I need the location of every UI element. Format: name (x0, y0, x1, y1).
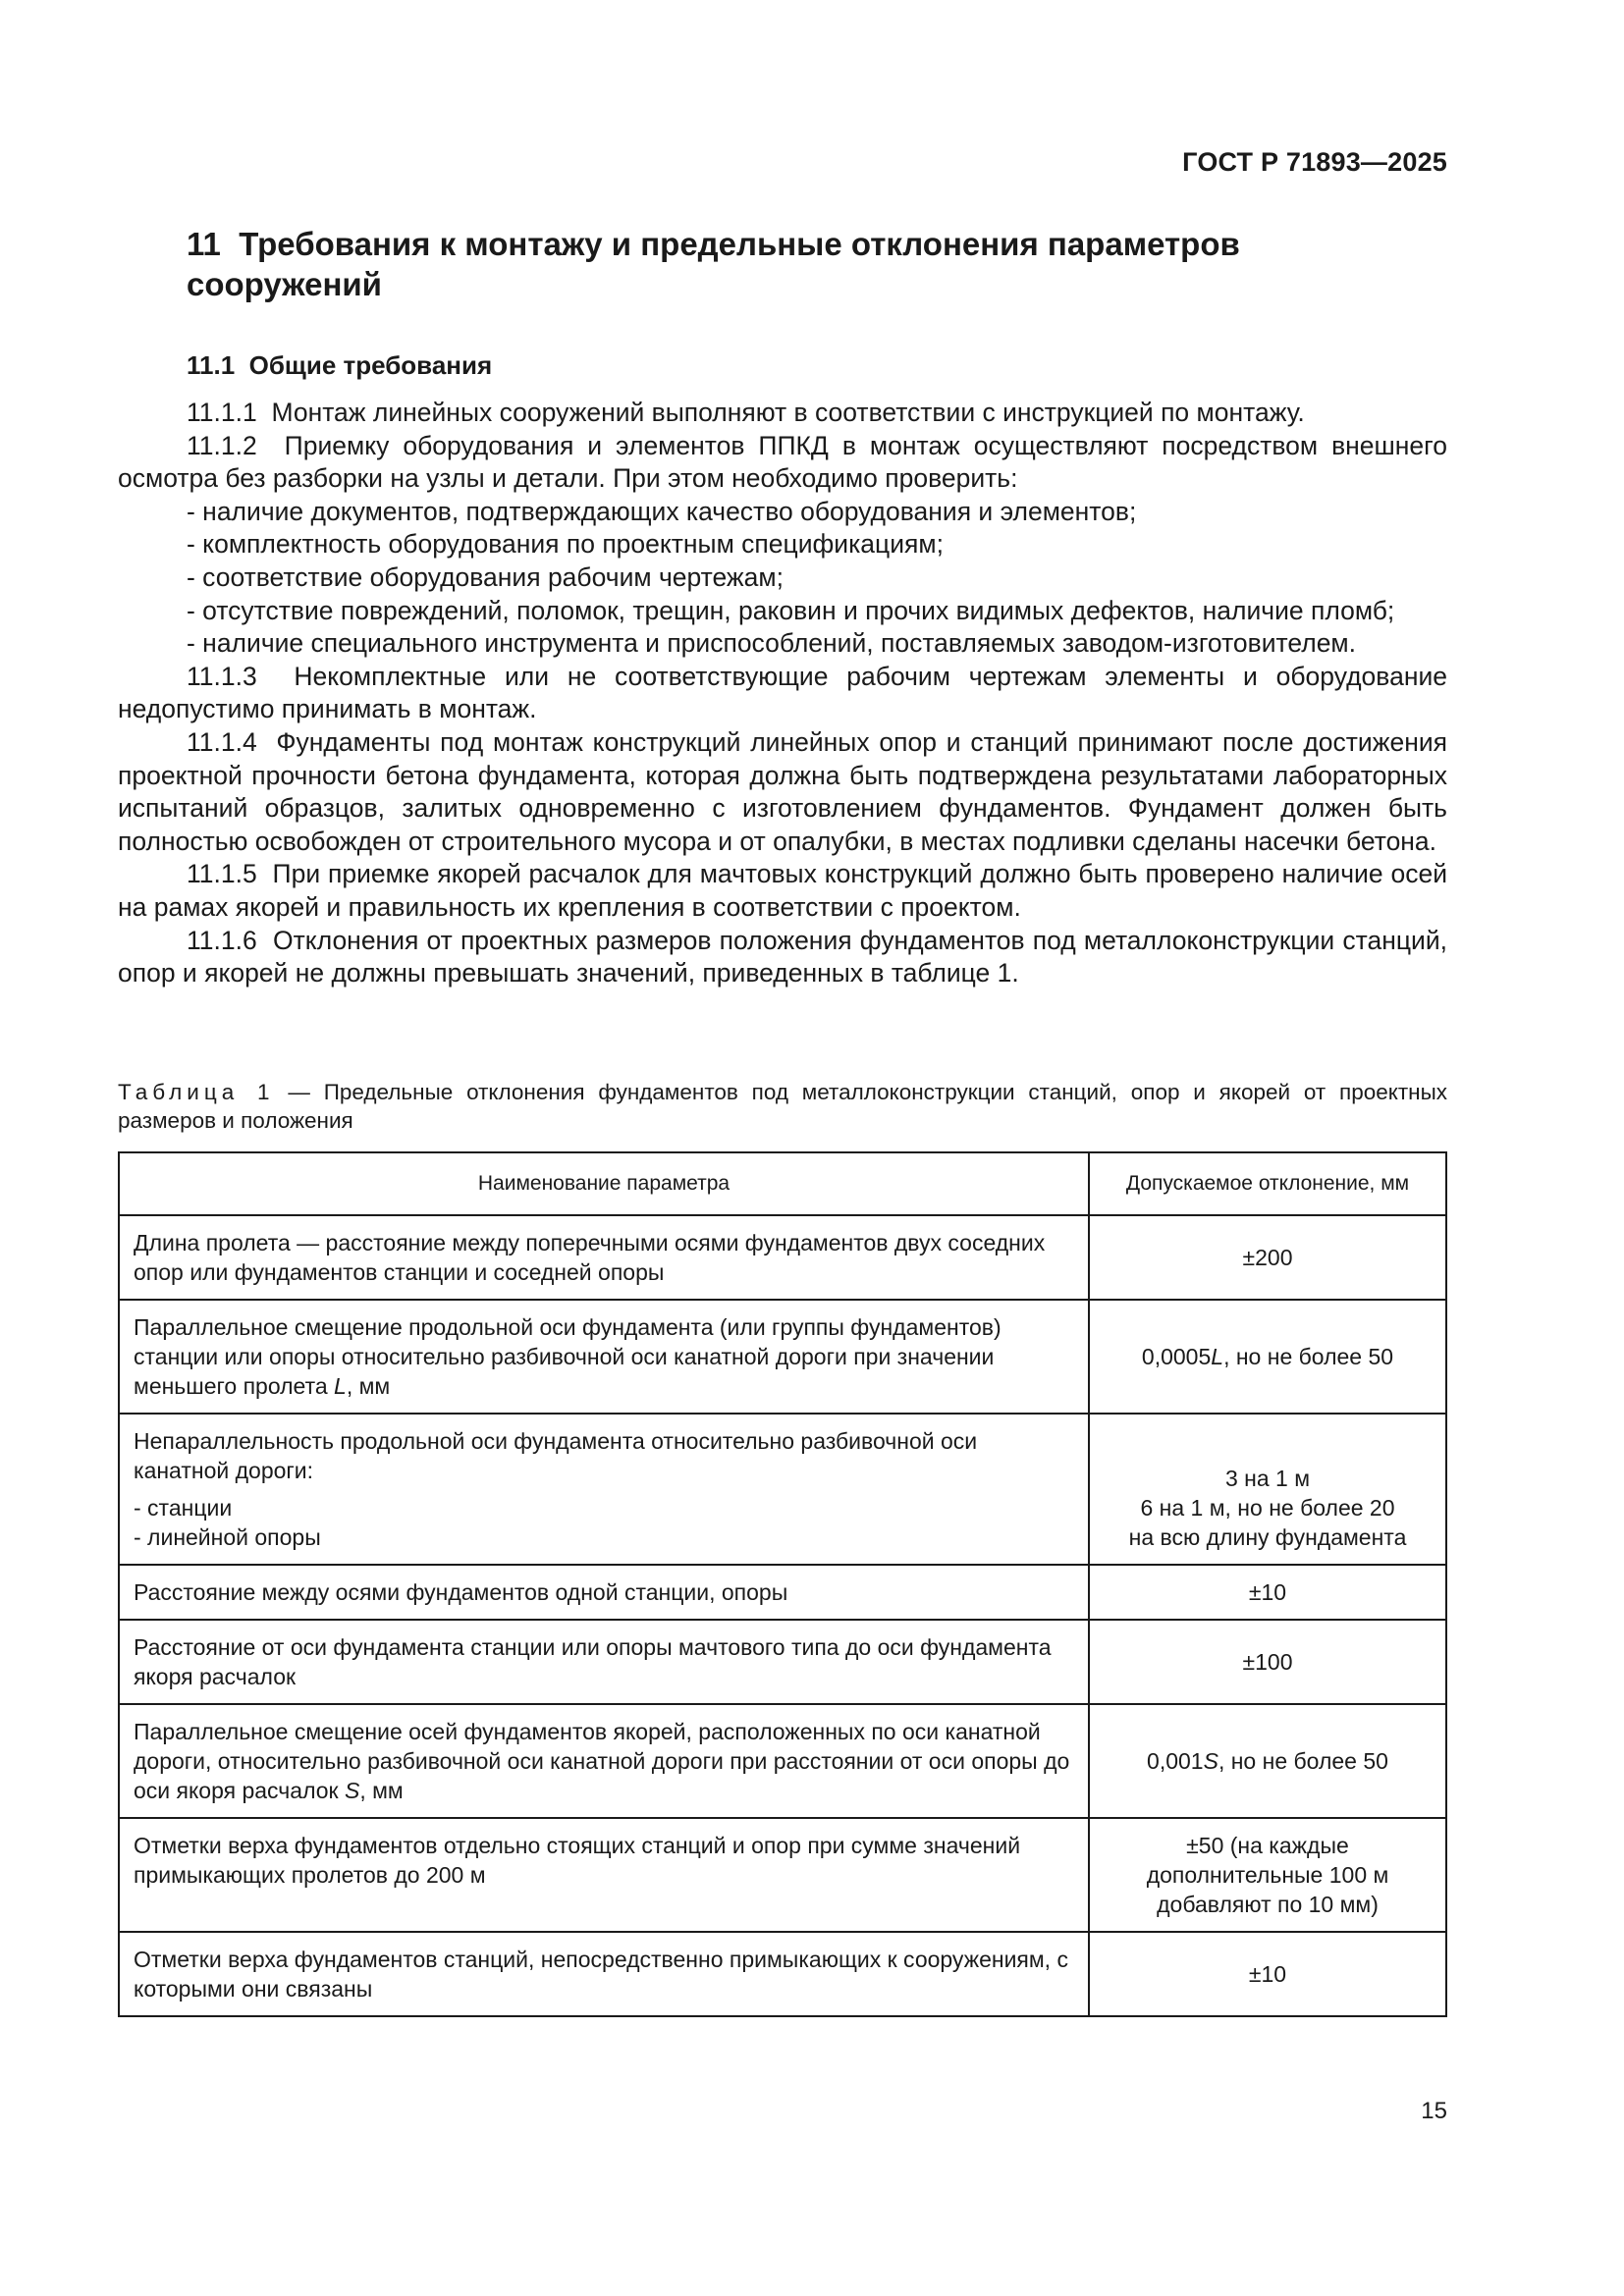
column-header-deviation: Допускаемое отклонение, мм (1089, 1152, 1446, 1215)
column-header-parameter: Наименование параметра (119, 1152, 1089, 1215)
deviation-support-note: на всю длину фундамента (1128, 1524, 1407, 1550)
table-row (119, 1620, 1446, 1704)
clause-number: 11.1.2 (187, 430, 257, 460)
deviation-cell: ±100 (1089, 1620, 1446, 1704)
deviation-variable: L (1211, 1344, 1224, 1369)
sub-parameter-support: - линейной опоры (134, 1524, 321, 1550)
parameter-unit: , мм (359, 1778, 404, 1803)
parameter-unit: , мм (346, 1373, 391, 1399)
table-header-row (119, 1152, 1446, 1215)
paragraph-11-1-4 (118, 726, 1447, 858)
table-row (119, 1300, 1446, 1414)
sub-parameter-station: - станции (134, 1495, 233, 1521)
parameter-cell: Расстояние от оси фундамента станции или опоры мачтового типа до оси фундамента якоря расчалок (119, 1620, 1089, 1704)
section-number: 11 (187, 226, 221, 262)
deviation-coefficient: 0,001 (1147, 1748, 1204, 1774)
deviation-cell (1089, 1704, 1446, 1818)
parameter-cell: Расстояние между осями фундаментов одной станции, опоры (119, 1565, 1089, 1620)
deviation-cell: ±50 (на каждые дополнительные 100 м добавляют по 10 мм) (1089, 1818, 1446, 1932)
clause-text: При приемке якорей расчалок для мачтовых конструкций должно быть проверено наличие осей на рамах якорей и правильность их крепления в соответствии с проектом. (118, 859, 1448, 922)
deviation-table (118, 1151, 1447, 2017)
table-row (119, 1414, 1446, 1565)
deviation-support: 6 на 1 м, но не более 20 (1140, 1495, 1395, 1521)
section-title-text: Требования к монтажу и предельные отклонения параметров сооружений (187, 226, 1240, 302)
section-title (187, 224, 1394, 304)
table-caption (118, 1078, 1447, 1135)
clause-text: Фундаменты под монтаж конструкций линейных опор и станций принимают после достижения проектной прочности бетона фундамента, которая должна быть подтверждена результатами лабораторных испытаний образцов, залитых одновременно с изготовлением фундаментов. Фундамент должен быть полностью освобожден от строительного мусора и от опалубки, в местах подливки сделаны насечки бетона. (118, 726, 1447, 856)
clause-number: 11.1.5 (187, 859, 257, 889)
subsection-title (187, 350, 492, 381)
list-item: - соответствие оборудования рабочим чертежам; (187, 561, 784, 592)
paragraph-11-1-1 (118, 397, 1447, 430)
parameter-variable: S (345, 1778, 360, 1803)
list-item: - наличие специального инструмента и приспособлений, поставляемых заводом-изготовителем. (187, 628, 1357, 659)
body-text (118, 397, 1447, 990)
deviation-cell (1089, 1414, 1446, 1565)
paragraph-11-1-3 (118, 661, 1447, 726)
deviation-variable: S (1203, 1748, 1218, 1774)
clause-text: Отклонения от проектных размеров положения фундаментов под металлоконструкции станций, опор и якорей не должны превышать значений, приведенных в таблице 1. (118, 925, 1447, 988)
clause-number: 11.1.1 (187, 398, 257, 427)
table-row (119, 1818, 1446, 1932)
list-item: - отсутствие повреждений, поломок, трещин, раковин и прочих видимых дефектов, наличие пломб; (187, 595, 1395, 625)
parameter-variable: L (334, 1373, 347, 1399)
table-row (119, 1932, 1446, 2016)
subsection-title-text: Общие требования (248, 350, 493, 380)
clause-number: 11.1.4 (187, 726, 257, 757)
list-item: - наличие документов, подтверждающих качество оборудования и элементов; (187, 496, 1137, 526)
deviation-limit: , но не более 50 (1218, 1748, 1388, 1774)
page-number: 15 (1421, 2098, 1447, 2124)
clause-number: 11.1.3 (187, 661, 257, 691)
document-code: ГОСТ Р 71893—2025 (1182, 147, 1447, 177)
list-item: - комплектность оборудования по проектным спецификациям; (187, 529, 944, 560)
deviation-cell: ±200 (1089, 1215, 1446, 1300)
clause-number: 11.1.6 (187, 925, 257, 955)
table-caption-text: — Предельные отклонения фундаментов под металлоконструкции станций, опор и якорей от проектных размеров и положения (118, 1080, 1447, 1133)
parameter-text: Параллельное смещение осей фундаментов якорей, расположенных по оси канатной дороги, относительно разбивочной оси канатной дороги при расстоянии от оси опоры до оси якоря расчалок (134, 1719, 1070, 1803)
deviation-cell: ±10 (1089, 1932, 1446, 2016)
deviation-limit: , но не более 50 (1223, 1344, 1394, 1369)
table-row (119, 1704, 1446, 1818)
parameter-text: Непараллельность продольной оси фундамента относительно разбивочной оси канатной дороги: (134, 1428, 978, 1483)
clause-text: Монтаж линейных сооружений выполняют в соответствии с инструкцией по монтажу. (271, 398, 1305, 427)
clause-text: Приемку оборудования и элементов ППКД в монтаж осуществляют посредством внешнего осмотра без разборки на узлы и детали. При этом необходимо проверить: (118, 430, 1447, 494)
deviation-station: 3 на 1 м (1224, 1466, 1311, 1491)
parameter-cell (119, 1414, 1089, 1565)
paragraph-11-1-6 (118, 925, 1447, 990)
parameter-cell (119, 1300, 1089, 1414)
paragraph-11-1-2 (118, 430, 1447, 496)
paragraph-11-1-5 (118, 858, 1447, 924)
table-caption-label: Таблица 1 (118, 1080, 275, 1104)
table-row (119, 1565, 1446, 1620)
deviation-cell: ±10 (1089, 1565, 1446, 1620)
table-row (119, 1215, 1446, 1300)
parameter-cell: Длина пролета — расстояние между поперечными осями фундаментов двух соседних опор или фундаментов станции и соседней опоры (119, 1215, 1089, 1300)
subsection-number: 11.1 (187, 350, 236, 380)
deviation-cell (1089, 1300, 1446, 1414)
parameter-cell: Отметки верха фундаментов отдельно стоящих станций и опор при сумме значений примыкающих пролетов до 200 м (119, 1818, 1089, 1932)
clause-text: Некомплектные или не соответствующие рабочим чертежам элементы и оборудование недопустимо принимать в монтаж. (118, 661, 1447, 724)
parameter-cell: Отметки верха фундаментов станций, непосредственно примыкающих к сооружениям, с которыми они связаны (119, 1932, 1089, 2016)
deviation-coefficient: 0,0005 (1141, 1344, 1212, 1369)
parameter-cell (119, 1704, 1089, 1818)
parameter-text: Параллельное смещение продольной оси фундамента (или группы фундаментов) станции или опоры относительно разбивочной оси канатной дороги при значении меньшего пролета (134, 1314, 1001, 1399)
